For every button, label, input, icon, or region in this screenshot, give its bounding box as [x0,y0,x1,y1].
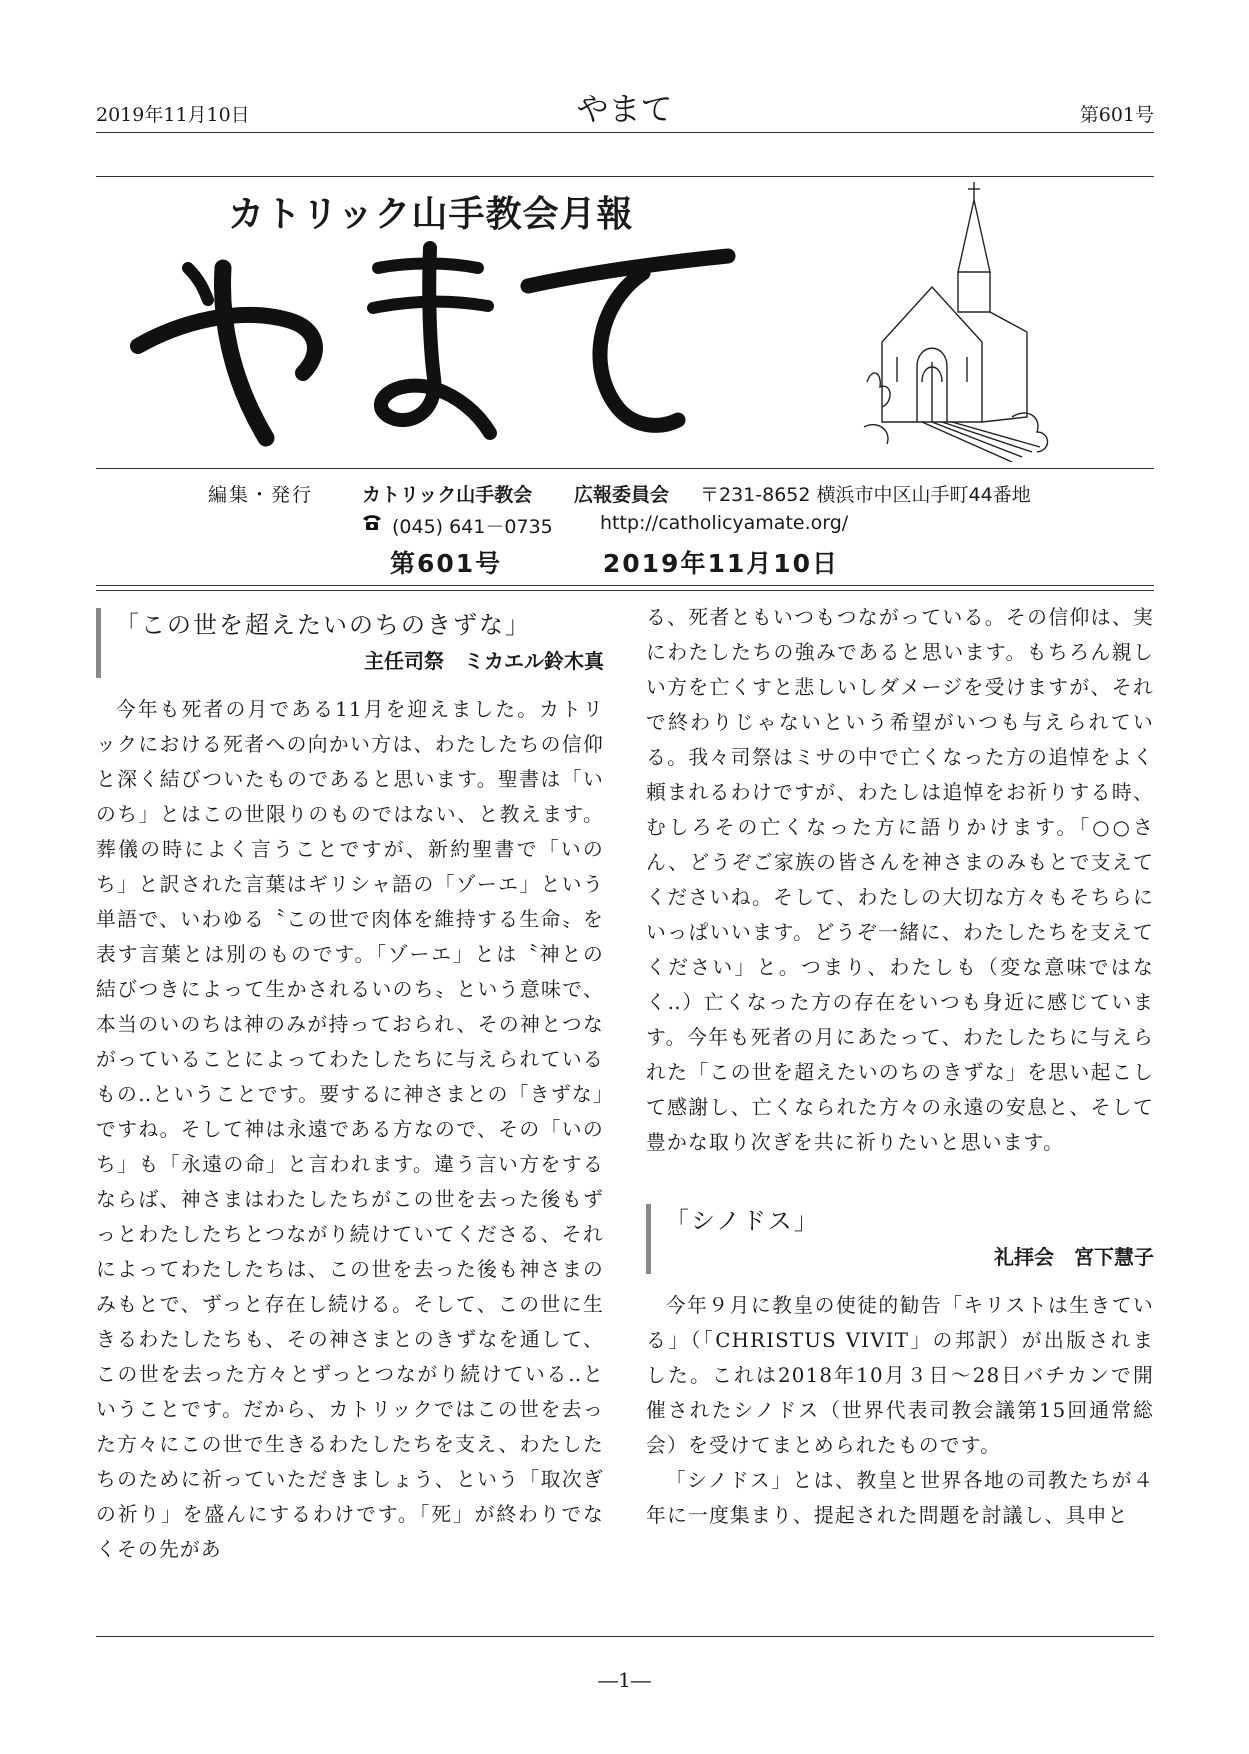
issue-number: 第601号 [389,549,503,578]
masthead-top-rule [96,176,1154,177]
article-paragraph: 「シノドス」とは、教皇と世界各地の司教たちが４年に一度集まり、提起された問題を討議し、具申と [646,1469,1154,1527]
masthead-subtitle: カトリック山手教会月報 [228,194,634,235]
running-header-title: やまて [576,90,673,128]
article-heading [96,608,604,678]
article-body-continued: る、死者ともいつもつながっている。その信仰は、実にわたしたちの強みであると思います。もちろん親しい方を亡くすと悲しいしダメージを受けますが、それで終わりじゃないという希望がいつも与えられている。我々司祭はミサの中で亡くなった方の追悼をよく頼まれるわけですが、わたしは追悼をお祈りする時、むしろその亡くなった方に語りかけます。「○○さん、どうぞご家族の皆さんを神さまのみもとで支えてくださいね。そして、わたしの大切な方々もそちらにいっぱいいます。どうぞ一緒に、わたしたちを支えてください」と。つまり、わたしも（変な意味ではなく‥）亡くなった方の存在をいつも身近に感じています。今年も死者の月にあたって、わたしたちに与えられた「この世を超えたいのちのきずな」を思い起こして感謝し、亡くなられた方々の永遠の安息と、そして豊かな取り次ぎを共に祈りたいと思います。 [646,606,1154,1154]
running-header-issue: 第601号 [1079,104,1154,126]
article-title: 「この世を超えたいのちのきずな」 [115,611,531,639]
issue-rule-2 [96,590,1154,591]
publisher-phone: (045) 641－0735 [392,516,553,538]
article-body: 今年も死者の月である11月を迎えました。カトリックにおける死者への向かい方は、わたしたちの信仰と深く結びついたものであると思います。聖書は「いのち」とはこの世限りのものではない、と教えます。葬儀の時によく言うことですが、新約聖書で「いのち」と訳された言葉はギリシャ語の「ゾーエ」という単語で、いわゆる〝この世で肉体を維持する生命〟を表す言葉とは別のものです。「ゾーエ」とは〝神との結びつきによって生かされるいのち〟という意味で、本当のいのちは神のみが持っておられ、その神とつながっていることによってわたしたちに与えられているもの‥ということです。要するに神さまとの「きずな」ですね。そして神は永遠である方なので、その「いのち」も「永遠の命」と言われます。違う言い方をするならば、神さまはわたしたちがこの世を去った後もずっとわたしたちとつながり続けていてくださる、それによってわたしたちは、この世を去った後も神さまのみもとで、ずっと存在し続ける。そして、この世に生きるわたしたちも、その神さまとのきずなを通して、この世を去った方々とずっとつながり続けている‥ということです。だから、カトリックではこの世を去った方々にこの世で生きるわたしたちを支え、わたしたちのために祈っていただきましょう、という「取次ぎの祈り」を盛んにするわけです。「死」が終わりでなくその先があ [96,698,604,1561]
footer-rule [96,1636,1154,1637]
article-author: 礼拝会 宮下慧子 [994,1245,1154,1269]
publisher-organization: カトリック山手教会 [362,484,533,506]
masthead-bottom-rule [96,468,1154,469]
left-column [96,608,604,1567]
publisher-url[interactable]: http://catholicyamate.org/ [600,512,849,534]
telephone-icon [362,513,382,531]
publisher-committee: 広報委員会 [574,484,670,506]
running-header-date: 2019年11月10日 [96,104,250,126]
issue-line [0,544,1249,580]
publisher-address: 〒231-8652 横浜市中区山手町44番地 [700,484,1031,506]
header-rule [96,132,1154,133]
right-column [646,600,1154,1533]
article-heading [646,1204,1154,1274]
article-title: 「シノドス」 [665,1207,820,1235]
publisher-label: 編集・発行 [208,484,314,506]
article-paragraph: 今年９月に教皇の使徒的勧告「キリストは生きている」（「CHRISTUS VIVIT」の邦訳）が出版されました。これは2018年10月３日～28日バチカンで開催されたシノドス（世界代表司教会議第15回通常総会）を受けてまとめられたものです。 [646,1294,1154,1457]
page-number: ―1― [598,1668,651,1692]
article-author: 主任司祭 ミカエル鈴木真 [364,649,604,673]
issue-date: 2019年11月10日 [602,549,840,578]
church-illustration [862,182,1054,462]
masthead-logo [118,228,748,458]
issue-rule-1 [96,585,1154,586]
